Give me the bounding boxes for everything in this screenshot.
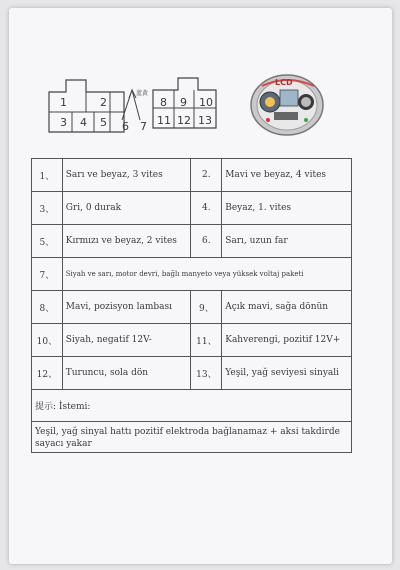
table-row	[32, 192, 352, 225]
pin-label: 10	[199, 96, 213, 109]
warning-note: Yeşil, yağ sinyal hattı pozitif elektroda bağlanamaz + aksi takdirde sayacı yakar	[32, 422, 352, 453]
pin-label: 3	[60, 116, 67, 129]
pin-description: Gri, 0 durak	[62, 192, 191, 225]
pin-description: Siyah, negatif 12V-	[62, 324, 191, 357]
pin-description: Yeşil, yağ seviyesi sinyali	[222, 357, 352, 390]
table-row	[32, 225, 352, 258]
pin-label: 6	[122, 120, 129, 133]
pin-description: Sarı ve beyaz, 3 vites	[62, 159, 191, 192]
pin-description: Mavi ve beyaz, 4 vites	[222, 159, 352, 192]
pin-number: 2.	[191, 159, 222, 192]
gauge-logo-text: LCD	[275, 78, 293, 87]
pin-number: 13、	[191, 357, 222, 390]
pin-description: Açık mavi, sağa dönün	[222, 291, 352, 324]
table-row	[32, 357, 352, 390]
pin-label: 11	[157, 114, 171, 127]
pin-number: 8、	[32, 291, 63, 324]
note-row	[32, 422, 352, 453]
table-row	[32, 324, 352, 357]
pin-description: Mavi, pozisyon lambası	[62, 291, 191, 324]
pin-number: 4.	[191, 192, 222, 225]
pin-number: 5、	[32, 225, 63, 258]
pin-number: 7、	[32, 258, 63, 291]
pin-label: 9	[180, 96, 187, 109]
hint-row	[32, 390, 352, 422]
pin-description: Kahverengi, pozitif 12V+	[222, 324, 352, 357]
pin-description: Sarı, uzun far	[222, 225, 352, 258]
pin-description: Kırmızı ve beyaz, 2 vites	[62, 225, 191, 258]
pin-label: 12	[177, 114, 191, 127]
pin-number: 1、	[32, 159, 63, 192]
pin-label: 13	[198, 114, 212, 127]
pin-label: 8	[160, 96, 167, 109]
pin-label: 2	[100, 96, 107, 109]
table-row	[32, 291, 352, 324]
pin-number: 10、	[32, 324, 63, 357]
table-row	[32, 159, 352, 192]
pin-number: 3、	[32, 192, 63, 225]
pin-number: 11、	[191, 324, 222, 357]
pin-description-table	[31, 158, 352, 453]
pin-number: 9、	[191, 291, 222, 324]
pin-number: 12、	[32, 357, 63, 390]
pin-label: 7	[140, 120, 147, 133]
table-row	[32, 258, 352, 291]
pin-label: 5	[100, 116, 107, 129]
pin-number: 6.	[191, 225, 222, 258]
pin-label: 4	[80, 116, 87, 129]
pin-description: Turuncu, sola dön	[62, 357, 191, 390]
pin-description: Siyah ve sarı, motor devri, bağlı manyeto veya yüksek voltaj paketi	[62, 258, 351, 291]
arrow-label: 蓝黄	[136, 90, 149, 97]
hint-label: 提示: İstemi:	[32, 390, 352, 422]
pin-label: 1	[60, 96, 67, 109]
pin-description: Beyaz, 1. vites	[222, 192, 352, 225]
